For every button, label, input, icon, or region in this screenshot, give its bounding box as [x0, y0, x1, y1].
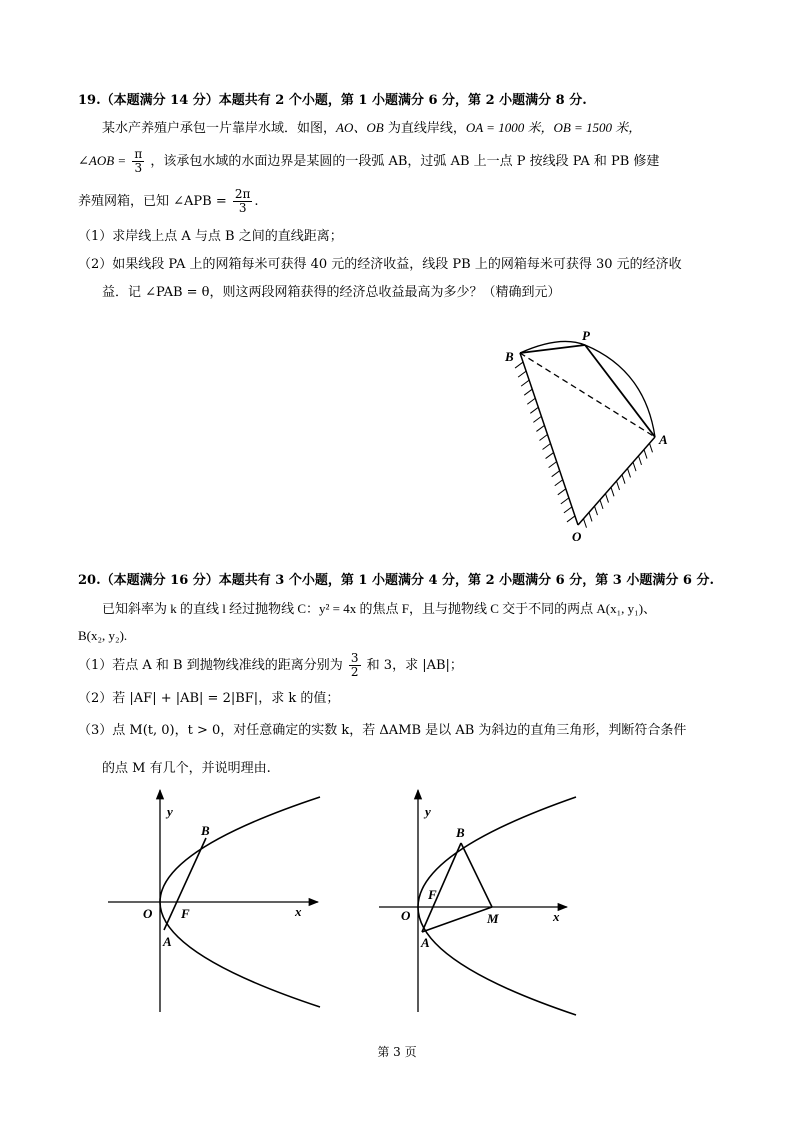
q19-apb-den: 3 [238, 201, 247, 215]
q20-sub3a: （3）点 M(t, 0)，t > 0，对任意确定的实数 k，若 ΔAMB 是以 AB 为斜边的直角三角形，判断符合条件 [78, 723, 687, 738]
hatch-mark [584, 519, 587, 528]
q20-fig2-label-x: x [553, 909, 560, 924]
q20-figure-1 [100, 785, 330, 1020]
q19-hatch-oa [584, 443, 653, 527]
q19-sub2a: （2）如果线段 PA 上的网箱每米可获得 40 元的经济收益，线段 PB 上的网箱每米可获得 30 元的经济收 [78, 257, 682, 272]
hatch-mark [539, 434, 547, 440]
q19-intro-b: AO、OB [336, 120, 384, 135]
q19-angle-fraction [132, 148, 144, 175]
q20-figure-2 [372, 785, 590, 1020]
q19-header: 19.（本题满分 14 分）本题共有 2 个小题，第 1 小题满分 6 分，第 2 小题满分 8 分. [78, 93, 587, 108]
q19-label-o: O [572, 529, 582, 544]
q19-line3-a: 养殖网箱，已知 ∠APB = [78, 194, 227, 209]
hatch-mark [650, 443, 653, 452]
q19-intro-a: 某水产养殖户承包一片靠岸水域．如图， [102, 121, 337, 136]
hatch-mark [639, 456, 642, 465]
hatch-mark [555, 480, 563, 486]
q20-sub1-fraction [349, 652, 361, 679]
hatch-mark [622, 475, 625, 484]
q19-segment-ab-dashed [520, 353, 655, 437]
q19-angle-den: 3 [134, 161, 143, 175]
hatch-mark [561, 498, 569, 504]
hatch-mark [633, 462, 636, 471]
q19-apb-fraction [233, 188, 253, 215]
q20-sub1-den: 2 [350, 665, 359, 679]
q19-shore-ob [520, 353, 578, 525]
hatch-mark [546, 453, 554, 459]
hatch-mark [518, 371, 526, 377]
q19-sub2b: 益．记 ∠PAB = θ，则这两段网箱获得的经济总收益最高为多少？（精确到元） [102, 285, 561, 300]
hatch-mark [611, 487, 614, 496]
hatch-mark [567, 516, 575, 522]
q20-fig1-label-f: F [181, 906, 190, 921]
hatch-mark [644, 450, 647, 459]
q19-figure [490, 325, 680, 550]
q20-sub1-b: 和 3，求 |AB|； [366, 658, 463, 673]
hatch-mark [524, 389, 532, 395]
hatch-mark [543, 444, 551, 450]
hatch-mark [527, 398, 535, 404]
q20-intro-a: 已知斜率为 k 的直线 l 经过抛物线 C：y² = 4x 的焦点 F，且与抛物线 C 交于不同的两点 A(x₁, y₁)、 [102, 601, 657, 616]
q19-sub1: （1）求岸线上点 A 与点 B 之间的直线距离； [78, 229, 343, 244]
q20-intro-b: B(x₂, y₂). [78, 628, 128, 643]
q19-intro-d: OA = 1000 米，OB = 1500 米， [465, 120, 642, 135]
hatch-mark [600, 500, 603, 509]
q19-angle-line [78, 148, 659, 175]
q19-line3-end: . [254, 194, 259, 209]
hatch-mark [530, 407, 538, 413]
q20-sub1-a: （1）若点 A 和 B 到抛物线准线的距离分别为 [78, 658, 343, 673]
q19-line2-rest: ，该承包水域的水面边界是某圆的一段弧 AB，过弧 AB 上一点 P 按线段 PA 和 PB 修建 [150, 154, 660, 169]
q20-fig1-label-x: x [295, 904, 302, 919]
q19-segment-pa [585, 345, 655, 437]
q19-label-a: A [659, 432, 668, 447]
hatch-mark [595, 506, 598, 515]
q20-fig1-label-b: B [201, 823, 210, 838]
q19-label-b: B [505, 349, 514, 364]
q20-sub1 [78, 652, 463, 679]
q19-apb-line [78, 188, 259, 215]
q20-fig1-label-y: y [167, 804, 173, 819]
q19-hatch-ob [515, 362, 575, 522]
q20-header: 20.（本题满分 16 分）本题共有 3 个小题，第 1 小题满分 4 分，第 2 小题满分 6 分，第 3 小题满分 6 分. [78, 573, 714, 588]
hatch-mark [533, 416, 541, 422]
q20-sub1-num: 3 [350, 651, 359, 665]
q19-intro-line [102, 119, 641, 138]
q20-fig2-label-b: B [456, 825, 465, 840]
q20-fig2-label-y: y [425, 804, 431, 819]
q20-fig2-segment-bm [461, 843, 492, 907]
hatch-mark [628, 468, 631, 477]
q19-angle-lhs: ∠AOB = [78, 153, 127, 168]
hatch-mark [549, 462, 557, 468]
hatch-mark [515, 362, 523, 368]
q20-fig2-label-a: A [421, 935, 430, 950]
q19-label-p: P [582, 328, 590, 343]
q20-sub3b: 的点 M 有几个，并说明理由. [102, 761, 271, 776]
hatch-mark [617, 481, 620, 490]
hatch-mark [536, 425, 544, 431]
hatch-mark [564, 507, 572, 513]
hatch-mark [589, 512, 592, 521]
q19-apb-num: 2π [234, 187, 251, 201]
q19-angle-num: π [134, 147, 143, 161]
q20-fig2-label-o: O [401, 908, 411, 923]
q20-fig1-label-o: O [143, 906, 153, 921]
q20-fig2-label-f: F [428, 887, 437, 902]
q20-fig1-label-a: A [163, 934, 172, 949]
page-footer: 第 3 页 [377, 1045, 417, 1059]
q20-fig2-segment-am [422, 907, 492, 932]
q20-fig2-label-m: M [487, 911, 499, 926]
hatch-mark [552, 471, 560, 477]
q20-fig2-parabola [418, 797, 576, 1015]
hatch-mark [606, 494, 609, 503]
q19-arc [520, 341, 655, 437]
hatch-mark [558, 489, 566, 495]
q20-sub2: （2）若 |AF| + |AB| = 2|BF|，求 k 的值； [78, 691, 340, 706]
hatch-mark [521, 380, 529, 386]
q19-intro-c: 为直线岸线， [383, 121, 466, 136]
